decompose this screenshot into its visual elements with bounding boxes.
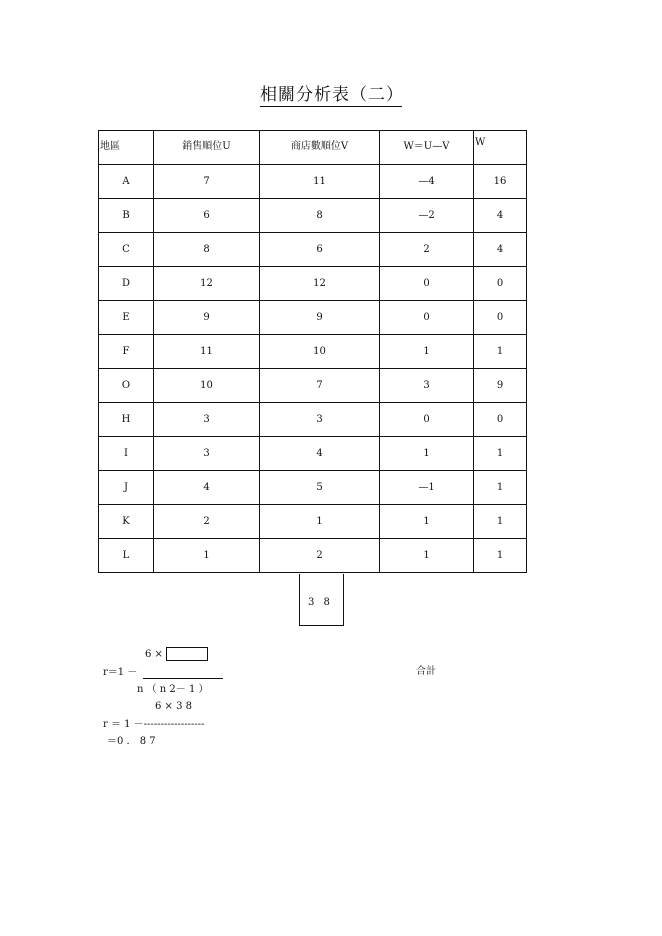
header-region: 地區 (99, 131, 154, 165)
cell-w-squared: 16 (474, 165, 527, 199)
cell-w-squared: 1 (474, 505, 527, 539)
cell-w-squared: 1 (474, 539, 527, 573)
cell-w-difference: —4 (380, 165, 474, 199)
cell-store-rank-v: 1 (260, 505, 380, 539)
cell-sales-rank-u: 2 (154, 505, 260, 539)
cell-sales-rank-u: 9 (154, 301, 260, 335)
cell-store-rank-v: 6 (260, 233, 380, 267)
table-row (99, 403, 527, 437)
cell-w-squared: 9 (474, 369, 527, 403)
cell-w-squared: 1 (474, 437, 527, 471)
cell-region: H (99, 403, 154, 437)
cell-region: C (99, 233, 154, 267)
formula-denominator-1: n （ n 2－ 1 ） (137, 684, 209, 695)
cell-sales-rank-u: 6 (154, 199, 260, 233)
cell-w-squared: 1 (474, 471, 527, 505)
cell-w-squared: 4 (474, 199, 527, 233)
total-label: 合計 (416, 666, 436, 677)
table-row (99, 437, 527, 471)
table-row (99, 539, 527, 573)
cell-region: E (99, 301, 154, 335)
cell-region: J (99, 471, 154, 505)
header-sales-rank-u: 銷售順位U (154, 131, 260, 165)
cell-sales-rank-u: 11 (154, 335, 260, 369)
cell-w-difference: 3 (380, 369, 474, 403)
page-title: 相關分析表（二） (260, 85, 404, 105)
cell-sales-rank-u: 12 (154, 267, 260, 301)
formula-fraction-line (143, 678, 223, 679)
cell-region: F (99, 335, 154, 369)
cell-w-difference: 2 (380, 233, 474, 267)
table-row (99, 165, 527, 199)
cell-store-rank-v: 9 (260, 301, 380, 335)
cell-store-rank-v: 10 (260, 335, 380, 369)
cell-store-rank-v: 3 (260, 403, 380, 437)
formula-blank-box (166, 647, 208, 661)
cell-store-rank-v: 12 (260, 267, 380, 301)
cell-sales-rank-u: 7 (154, 165, 260, 199)
cell-region: L (99, 539, 154, 573)
formula-prefix-1: r＝1 － (103, 667, 138, 678)
table-row (99, 301, 527, 335)
formula-numerator-2: 6 × 3 8 (155, 701, 193, 712)
cell-region: A (99, 165, 154, 199)
table-header-row (99, 131, 527, 165)
cell-region: O (99, 369, 154, 403)
cell-w-difference: 1 (380, 437, 474, 471)
table-row (99, 471, 527, 505)
cell-store-rank-v: 4 (260, 437, 380, 471)
correlation-table (98, 130, 527, 573)
header-w-squared: W (474, 131, 527, 165)
formula-result: ＝0 ． 8 7 (107, 736, 156, 747)
cell-w-squared: 1 (474, 335, 527, 369)
cell-sales-rank-u: 10 (154, 369, 260, 403)
cell-sales-rank-u: 1 (154, 539, 260, 573)
header-store-rank-v: 商店數順位V (260, 131, 380, 165)
cell-w-difference: 1 (380, 505, 474, 539)
cell-sales-rank-u: 3 (154, 437, 260, 471)
table-row (99, 199, 527, 233)
table-row (99, 505, 527, 539)
cell-sales-rank-u: 3 (154, 403, 260, 437)
cell-store-rank-v: 5 (260, 471, 380, 505)
cell-w-difference: 1 (380, 335, 474, 369)
cell-w-squared: 0 (474, 403, 527, 437)
formula-line-2: r ＝ 1 －------------------ (103, 719, 205, 730)
cell-sales-rank-u: 4 (154, 471, 260, 505)
table-row (99, 369, 527, 403)
header-w-difference: W＝U—V (380, 131, 474, 165)
cell-store-rank-v: 7 (260, 369, 380, 403)
cell-w-difference: 0 (380, 403, 474, 437)
cell-region: D (99, 267, 154, 301)
cell-w-squared: 0 (474, 267, 527, 301)
sum-box (299, 574, 344, 626)
sum-value: 3 8 (308, 597, 333, 608)
table-row (99, 233, 527, 267)
cell-w-difference: —1 (380, 471, 474, 505)
cell-store-rank-v: 8 (260, 199, 380, 233)
cell-w-difference: 1 (380, 539, 474, 573)
cell-w-difference: —2 (380, 199, 474, 233)
table-row (99, 335, 527, 369)
cell-w-squared: 0 (474, 301, 527, 335)
formula-numerator-1: 6 × (145, 649, 163, 660)
cell-region: K (99, 505, 154, 539)
cell-sales-rank-u: 8 (154, 233, 260, 267)
cell-region: I (99, 437, 154, 471)
cell-w-squared: 4 (474, 233, 527, 267)
table-row (99, 267, 527, 301)
cell-region: B (99, 199, 154, 233)
cell-w-difference: 0 (380, 267, 474, 301)
cell-w-difference: 0 (380, 301, 474, 335)
cell-store-rank-v: 11 (260, 165, 380, 199)
cell-store-rank-v: 2 (260, 539, 380, 573)
